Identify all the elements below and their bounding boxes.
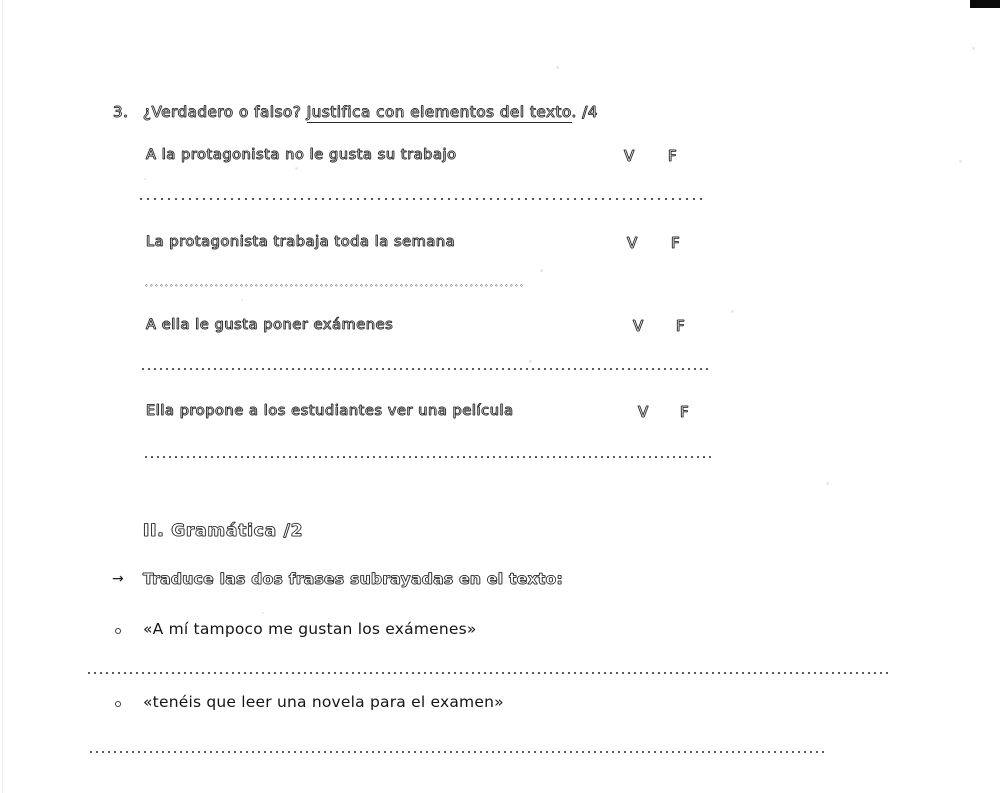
answer-rule[interactable] xyxy=(140,198,706,201)
arrow-bullet-icon: → xyxy=(112,571,124,587)
answer-rule[interactable] xyxy=(145,456,712,459)
answer-rule[interactable] xyxy=(142,368,711,371)
exercise-prompt-lead: ¿Verdadero o falso? xyxy=(143,103,307,121)
true-option[interactable]: V xyxy=(627,234,638,252)
false-option[interactable]: F xyxy=(668,147,678,165)
scan-speck xyxy=(529,360,532,363)
exercise-number: 3. xyxy=(113,103,129,121)
true-option[interactable]: V xyxy=(624,147,635,165)
statement-text: A la protagonista no le gusta su trabajo xyxy=(146,147,457,163)
scan-speck xyxy=(262,612,264,614)
scan-speck xyxy=(959,160,962,163)
answer-rule[interactable] xyxy=(90,751,825,754)
scan-speck xyxy=(972,47,975,50)
scan-speck xyxy=(556,66,559,69)
section-title: II. Gramática /2 xyxy=(143,521,304,541)
false-option[interactable]: F xyxy=(676,317,686,335)
answer-rule[interactable] xyxy=(145,284,525,287)
statement-text: Ella propone a los estudiantes ver una película xyxy=(146,403,514,419)
list-item: «tenéis que leer una novela para el examen» xyxy=(143,693,504,711)
scan-corner-artifact xyxy=(970,0,1000,8)
list-bullet-icon xyxy=(115,628,121,634)
statement-text: A ella le gusta poner exámenes xyxy=(146,317,394,333)
false-option[interactable]: F xyxy=(680,403,690,421)
answer-rule[interactable] xyxy=(88,672,890,675)
scan-speck xyxy=(731,310,734,313)
scan-speck xyxy=(826,482,829,485)
list-bullet-icon xyxy=(115,701,121,707)
scan-speck xyxy=(540,269,543,272)
true-option[interactable]: V xyxy=(633,317,644,335)
statement-text: La protagonista trabaja toda la semana xyxy=(146,234,456,250)
list-item: «A mí tampoco me gustan los exámenes» xyxy=(143,620,477,638)
exercise-prompt-points: . /4 xyxy=(571,103,599,121)
false-option[interactable]: F xyxy=(671,234,681,252)
scan-speck xyxy=(241,299,243,301)
scan-speck xyxy=(295,167,298,170)
exercise-prompt-underlined: Justifica con elementos del texto xyxy=(306,103,572,121)
scan-edge-artifact xyxy=(2,0,3,793)
true-option[interactable]: V xyxy=(638,403,649,421)
instruction-text: Traduce las dos frases subrayadas en el texto: xyxy=(143,570,564,588)
scan-speck xyxy=(144,178,146,180)
exercise-prompt xyxy=(143,103,598,121)
